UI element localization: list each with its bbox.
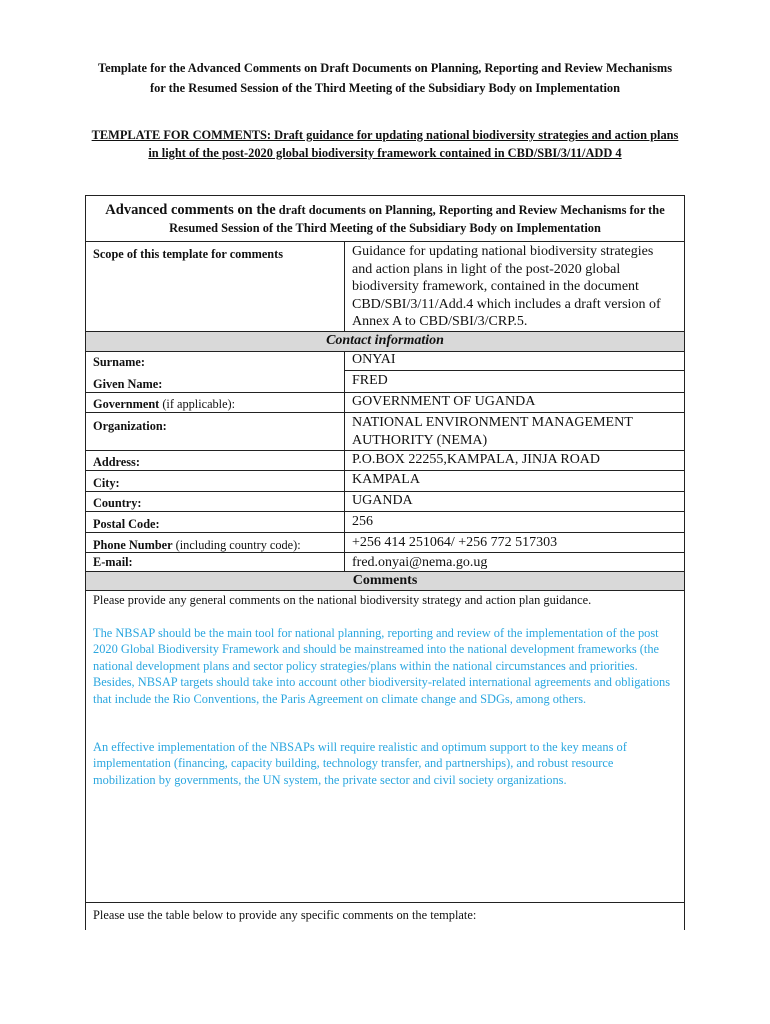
divider: [344, 370, 684, 371]
given-name-label: Given Name:: [93, 377, 163, 391]
email-value[interactable]: fred.onyai@nema.go.ug: [352, 555, 488, 570]
organization-value[interactable]: NATIONAL ENVIRONMENT MANAGEMENT AUTHORITY (NEMA): [352, 415, 633, 448]
government-value[interactable]: GOVERNMENT OF UGANDA: [352, 394, 536, 409]
divider: [86, 241, 684, 242]
general-comments-prompt: Please provide any general comments on the national biodiversity strategy and action plan guidance.: [93, 593, 592, 607]
email-label: E-mail:: [93, 555, 133, 569]
surname-label: Surname:: [93, 355, 145, 369]
scope-value[interactable]: Guidance for updating national biodiversity strategies and action plans in light of the post-2020 global biodiversity framework, contained in the document CBD/SBI/3/11/Add.4 which includes a draft version of Annex A to CBD/SBI/3/CRP.5.: [352, 244, 661, 329]
postal-code-value[interactable]: 256: [352, 514, 373, 529]
government-label-note: (if applicable):: [159, 397, 236, 411]
phone-value[interactable]: +256 414 251064/ +256 772 517303: [352, 535, 558, 550]
comment-form-table: [85, 195, 685, 930]
surname-value[interactable]: ONYAI: [352, 352, 396, 367]
divider: [86, 511, 684, 512]
phone-label-note: (including country code):: [172, 538, 301, 552]
contact-info-header: Contact information: [86, 331, 684, 351]
government-label-text: Government: [93, 397, 160, 411]
comments-header: Comments: [86, 571, 684, 590]
divider: [86, 571, 684, 572]
city-label: City:: [93, 476, 120, 490]
divider: [86, 552, 684, 553]
phone-label: [93, 538, 301, 553]
form-heading: [86, 201, 684, 237]
organization-label: Organization:: [93, 419, 167, 433]
phone-label-text: Phone Number: [93, 538, 173, 552]
form-heading-rest: draft documents on Planning, Reporting and Review Mechanisms for the Resumed Session of the Third Meeting of the Subsidiary Body on Implementation: [169, 203, 665, 235]
country-label: Country:: [93, 496, 142, 510]
document-subtitle: TEMPLATE FOR COMMENTS: Draft guidance for updating national biodiversity strategies and action plans in light of the post-2020 global biodiversity framework contained in CBD/SBI/3/11/ADD 4: [91, 128, 679, 160]
column-divider: [344, 241, 345, 331]
postal-code-label: Postal Code:: [93, 517, 160, 531]
divider: [86, 412, 684, 413]
form-heading-lead: Advanced comments on the: [105, 202, 276, 218]
country-value[interactable]: UGANDA: [352, 493, 413, 508]
address-label: Address:: [93, 455, 140, 469]
general-comment-paragraph[interactable]: The NBSAP should be the main tool for national planning, reporting and review of the implementation of the post 2020 Global Biodiversity Framework and should be mainstreamed into the national development frameworks (the national development plans and sector policy strategies/plans within the national circumstances and priorities. Besides, NBSAP targets should take into account other biodiversity-related international agreements and obligations that include the Rio Conventions, the Paris Agreement on climate change and SDGs, among others.: [93, 626, 671, 706]
city-value[interactable]: KAMPALA: [352, 472, 420, 487]
divider: [86, 532, 684, 533]
given-name-value[interactable]: FRED: [352, 373, 388, 388]
column-divider: [344, 351, 345, 571]
address-value[interactable]: P.O.BOX 22255,KAMPALA, JINJA ROAD: [352, 452, 601, 467]
general-comment-paragraph[interactable]: An effective implementation of the NBSAPs will require realistic and optimum support to the key means of implementation (financing, capacity building, technology transfer, and partnerships), and robust resource mobilization by governments, the UN system, the private sector and civil society organizations.: [93, 740, 627, 787]
divider: [86, 331, 684, 332]
divider: [86, 902, 684, 903]
scope-label: Scope of this template for comments: [93, 247, 283, 261]
government-label: [93, 397, 235, 412]
divider: [86, 590, 684, 591]
specific-comments-prompt: Please use the table below to provide any specific comments on the template:: [93, 908, 477, 922]
document-title: Template for the Advanced Comments on Draft Documents on Planning, Reporting and Review Mechanisms for the Resumed Session of the Third Meeting of the Subsidiary Body on Implementation: [97, 61, 673, 95]
